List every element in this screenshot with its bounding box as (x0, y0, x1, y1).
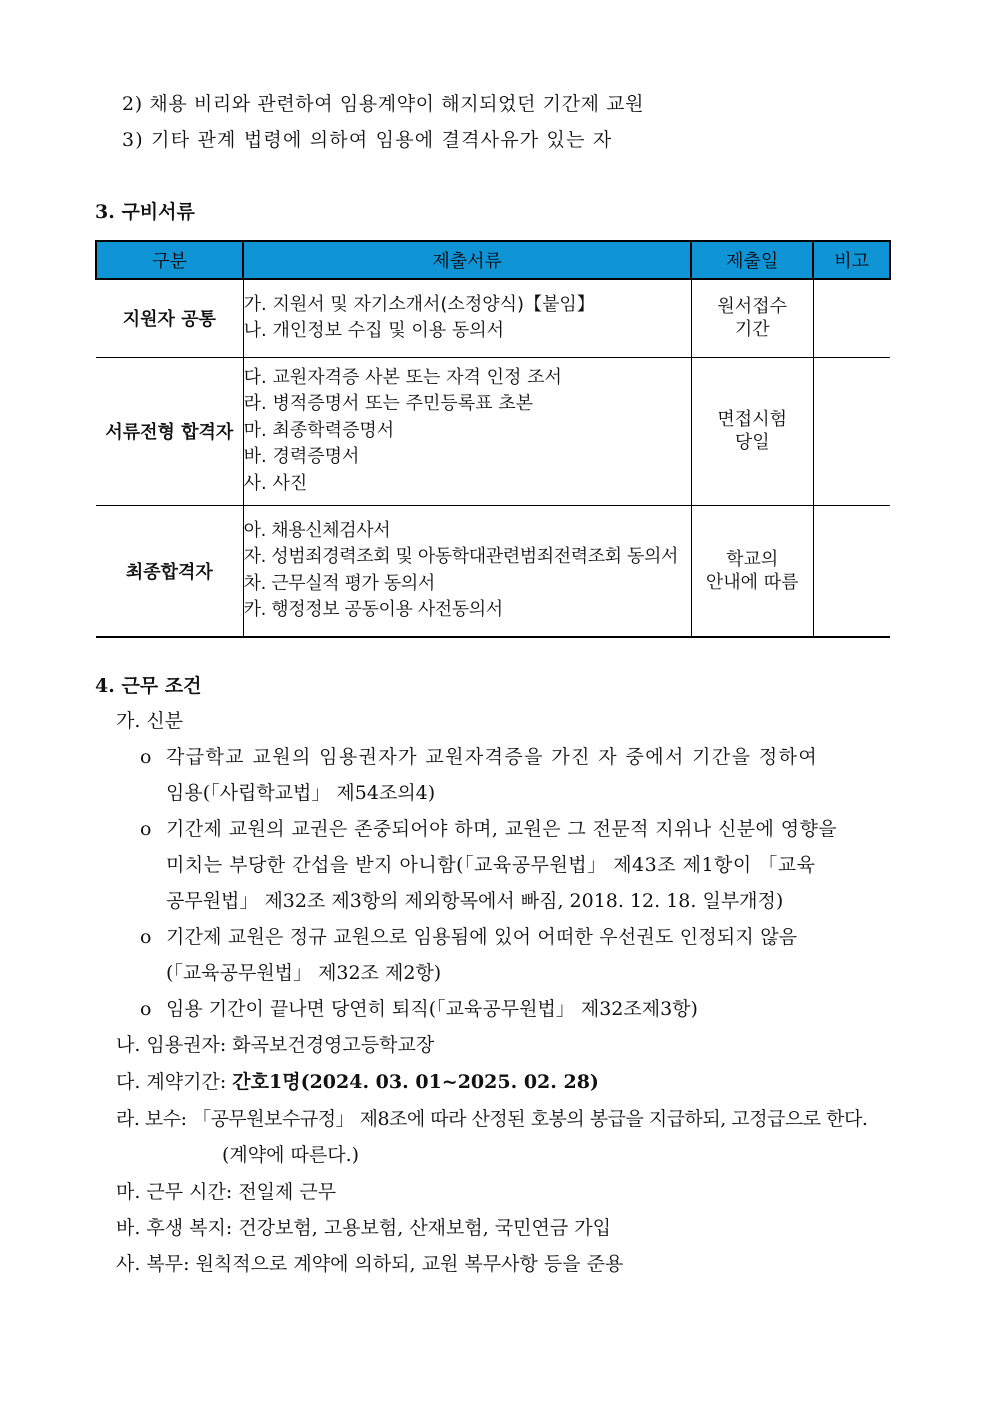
date-line: 학교의 (726, 548, 779, 570)
column-header: 제출서류 (243, 241, 691, 279)
welfare: 바. 후생 복지: 건강보험, 고용보험, 산재보험, 국민연금 가입 (116, 1217, 611, 1239)
condition-bullet (140, 744, 818, 770)
documents-cell (243, 357, 691, 505)
condition-bullet-cont: 공무원법」 제32조 제3항의 제외항목에서 빠짐, 2018. 12. 18. 일부개정) (166, 890, 784, 912)
documents-cell (243, 505, 691, 637)
condition-bullet-cont: 임용(「사립학교법」 제54조의4) (166, 782, 436, 804)
category-cell: 최종합격자 (96, 505, 243, 637)
note-cell (813, 279, 890, 357)
date-line: 면접시험 (717, 409, 787, 430)
section-title: 4. 근무 조건 (95, 675, 202, 697)
service-rules: 사. 복무: 원칙적으로 계약에 의하되, 교원 복무사항 등을 준용 (116, 1253, 624, 1275)
document-item: 사. 사진 (243, 472, 308, 494)
section-title: 3. 구비서류 (95, 201, 195, 223)
salary-cont: (계약에 따른다.) (222, 1144, 360, 1166)
document-item: 카. 행정정보 공동이용 사전동의서 (243, 599, 503, 621)
intro-item: 3) 기타 관계 법령에 의하여 임용에 결격사유가 있는 자 (122, 129, 613, 151)
document-item: 차. 근무실적 평가 동의서 (243, 572, 435, 594)
document-item: 나. 개인정보 수집 및 이용 동의서 (243, 320, 505, 342)
condition-bullet-cont: (「교육공무원법」 제32조 제2항) (166, 962, 442, 984)
column-header: 구분 (96, 241, 243, 279)
bullet-icon: o (140, 998, 152, 1020)
column-header: 비고 (813, 241, 890, 279)
document-item: 마. 최종학력증명서 (243, 419, 395, 441)
submission-date-cell (691, 505, 813, 637)
date-line: 당일 (734, 432, 770, 453)
bullet-text: 각급학교 교원의 임용권자가 교원자격증을 가진 자 중에서 기간을 정하여 (166, 746, 819, 768)
subsection-status: 가. 신분 (116, 710, 184, 732)
bullet-icon: o (140, 818, 152, 840)
date-line: 원서접수 (717, 296, 787, 318)
intro-item: 2) 채용 비리와 관련하여 임용계약이 해지되었던 기간제 교원 (122, 93, 645, 115)
condition-bullet (140, 816, 837, 842)
category-cell: 서류전형 합격자 (96, 357, 243, 505)
condition-bullet (140, 996, 698, 1022)
required-documents-table (95, 240, 891, 638)
column-header: 제출일 (691, 241, 813, 279)
contract-period (116, 1069, 599, 1095)
bullet-text: 기간제 교원은 정규 교원으로 임용됨에 있어 어떠한 우선권도 인정되지 않음 (166, 926, 798, 948)
appointing-authority: 나. 임용권자: 화곡보건경영고등학교장 (116, 1034, 435, 1056)
contract-period-value: 간호1명(2024. 03. 01~2025. 02. 28) (232, 1071, 599, 1093)
bullet-icon: o (140, 746, 153, 768)
table-header-row (96, 241, 890, 279)
note-cell (813, 357, 890, 505)
bullet-icon: o (140, 926, 152, 948)
table-row (96, 279, 890, 357)
date-line: 기간 (734, 319, 770, 341)
bullet-text: 기간제 교원의 교권은 존중되어야 하며, 교원은 그 전문적 지위나 신분에 영향을 (166, 818, 837, 840)
condition-bullet-cont: 미치는 부당한 간섭을 받지 아니함(「교육공무원법」 제43조 제1항이 「교육 (166, 854, 816, 876)
bullet-text: 임용 기간이 끝나면 당연히 퇴직(「교육공무원법」 제32조제3항) (166, 998, 698, 1020)
table-row (96, 505, 890, 637)
document-item: 라. 병적증명서 또는 주민등록표 초본 (243, 393, 534, 415)
document-item: 바. 경력증명서 (243, 446, 360, 468)
submission-date-cell (691, 357, 813, 505)
document-item: 자. 성범죄경력조회 및 아동학대관련범죄전력조회 동의서 (243, 546, 678, 568)
note-cell (813, 505, 890, 637)
date-line: 안내에 따름 (705, 571, 799, 593)
document-item: 다. 교원자격증 사본 또는 자격 인정 조서 (243, 366, 562, 388)
document-item: 아. 채용신체검사서 (243, 519, 391, 541)
submission-date-cell (691, 279, 813, 357)
salary: 라. 보수: 「공무원보수규정」 제8조에 따라 산정된 호봉의 봉급을 지급하되, 고정급으로 한다. (116, 1108, 868, 1130)
condition-bullet (140, 924, 797, 950)
table-row (96, 357, 890, 505)
documents-cell (243, 279, 691, 357)
category-cell: 지원자 공통 (96, 279, 243, 357)
document-item: 가. 지원서 및 자기소개서(소정양식)【붙임】 (243, 293, 595, 315)
working-hours: 마. 근무 시간: 전일제 근무 (116, 1181, 337, 1203)
contract-period-label: 다. 계약기간: (116, 1071, 233, 1093)
